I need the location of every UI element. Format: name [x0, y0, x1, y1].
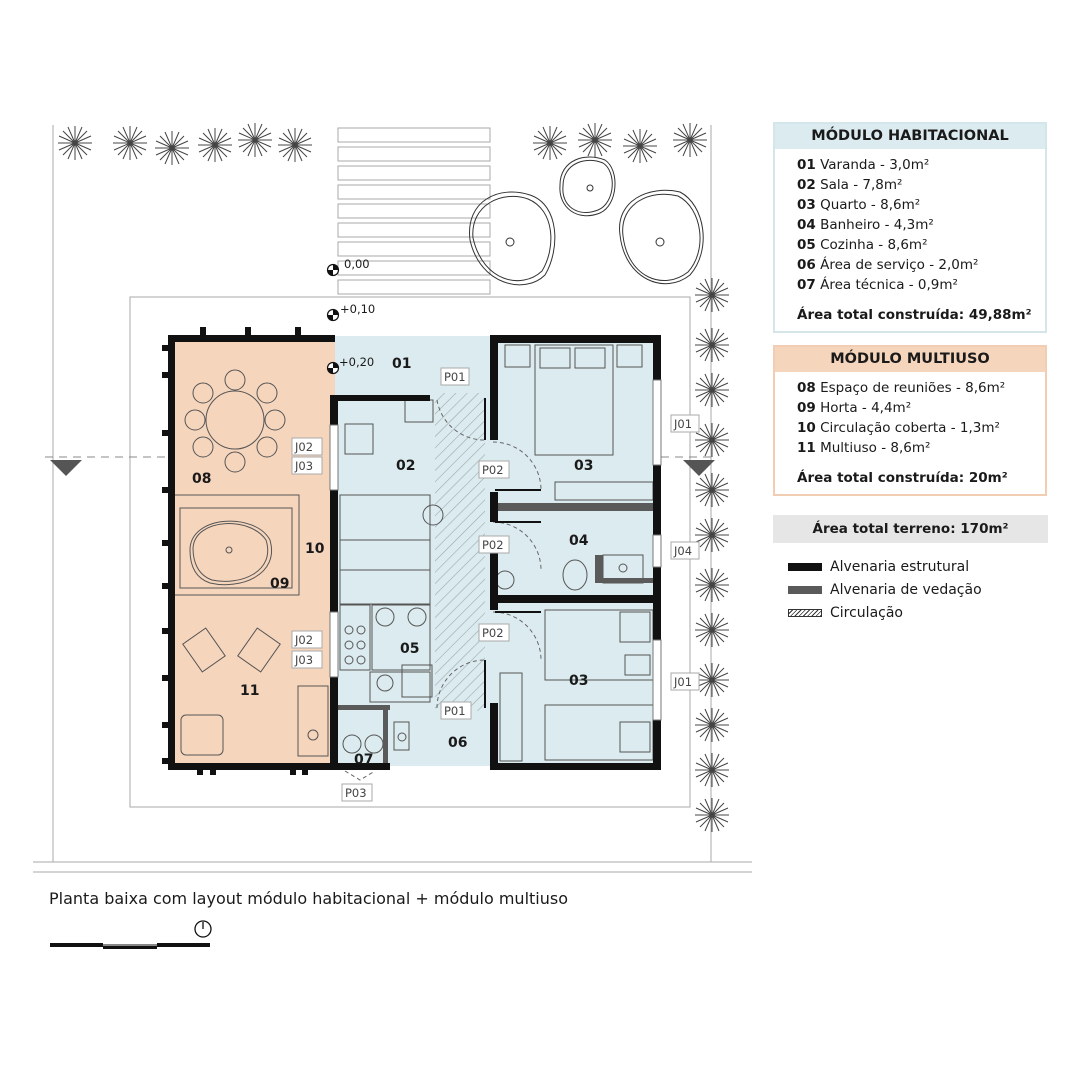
room-entry-text: Banheiro - 4,3m² [815, 217, 934, 233]
room-entry-text: Multiuso - 8,6m² [815, 440, 931, 456]
tag-p02-a: P02 [482, 463, 504, 477]
legend [788, 555, 982, 624]
room-03-top: 03 [574, 458, 594, 474]
room-entry-number: 04 [797, 217, 816, 233]
terrain-total: Área total terreno: 170m² [773, 515, 1048, 543]
tag-p01-top: P01 [444, 370, 466, 384]
scale-bar [50, 943, 210, 949]
room-entry-number: 07 [797, 277, 816, 293]
habitacional-panel [773, 122, 1047, 333]
tag-j03-top: J03 [295, 459, 314, 473]
room-entry-text: Circulação coberta - 1,3m² [815, 420, 1000, 436]
tag-p03: P03 [345, 786, 367, 800]
room-04: 04 [569, 533, 589, 549]
room-entry [797, 235, 1045, 255]
room-entry [797, 155, 1045, 175]
room-01: 01 [392, 356, 412, 372]
legend-label: Circulação [830, 604, 903, 621]
legend-item [788, 555, 982, 578]
circulation-area [435, 393, 485, 711]
plan-caption: Planta baixa com layout módulo habitacional + módulo multiuso [49, 889, 568, 908]
room-entry-number: 05 [797, 237, 816, 253]
room-entry-text: Horta - 4,4m² [815, 400, 912, 416]
room-entry-number: 11 [797, 440, 816, 456]
level-1: +0,10 [340, 302, 376, 316]
service-floor [388, 712, 490, 766]
room-06: 06 [448, 735, 468, 751]
room-entry-text: Cozinha - 8,6m² [815, 237, 928, 253]
room-entry [797, 418, 1045, 438]
tag-p01-bottom: P01 [444, 704, 466, 718]
tag-j01-bottom: J01 [674, 675, 693, 689]
room-entry [797, 275, 1045, 295]
room-entry-number: 01 [797, 157, 816, 173]
room-entry [797, 438, 1045, 458]
room-entry-text: Área técnica - 0,9m² [815, 277, 958, 293]
room-entry-number: 02 [797, 177, 816, 193]
room-entry [797, 195, 1045, 215]
room-entry-number: 09 [797, 400, 816, 416]
legend-item [788, 601, 982, 624]
room-05: 05 [400, 641, 420, 657]
habitacional-room-list [775, 149, 1045, 295]
habitacional-title: MÓDULO HABITACIONAL [775, 124, 1045, 149]
legend-label: Alvenaria estrutural [830, 558, 970, 575]
tag-j04: J04 [674, 544, 693, 558]
room-02: 02 [396, 458, 416, 474]
multiuso-total: Área total construída: 20m² [797, 470, 1008, 486]
room-entry-text: Sala - 7,8m² [815, 177, 903, 193]
room-entry-text: Espaço de reuniões - 8,6m² [815, 380, 1006, 396]
tree-icon [470, 157, 704, 285]
room-entry-text: Área de serviço - 2,0m² [815, 257, 979, 273]
room-entry-number: 06 [797, 257, 816, 273]
level-2: +0,20 [339, 355, 375, 369]
room-10: 10 [305, 541, 325, 557]
room-entry [797, 175, 1045, 195]
room-entry [797, 378, 1045, 398]
room-entry-text: Varanda - 3,0m² [815, 157, 930, 173]
room-entry-number: 08 [797, 380, 816, 396]
room-entry [797, 255, 1045, 275]
multiuso-room-list [775, 372, 1045, 458]
room-entry-number: 10 [797, 420, 816, 436]
legend-swatch [788, 609, 822, 617]
legend-label: Alvenaria de vedação [830, 581, 982, 598]
legend-swatch [788, 563, 822, 571]
room-07: 07 [354, 752, 374, 768]
tag-j02-top: J02 [295, 440, 314, 454]
tag-j03-bottom: J03 [295, 653, 314, 667]
tag-j01-top: J01 [674, 417, 693, 431]
room-08: 08 [192, 471, 212, 487]
tag-p02-c: P02 [482, 626, 504, 640]
tag-j02-bottom: J02 [295, 633, 314, 647]
room-entry-text: Quarto - 8,6m² [815, 197, 921, 213]
north-icon [195, 921, 211, 937]
tag-p02-b: P02 [482, 538, 504, 552]
level-0: 0,00 [344, 257, 370, 271]
room-entry-number: 03 [797, 197, 816, 213]
habitacional-total: Área total construída: 49,88m² [797, 307, 1032, 323]
room-entry [797, 398, 1045, 418]
room-03-bottom: 03 [569, 673, 589, 689]
multiuso-panel [773, 345, 1047, 496]
room-11: 11 [240, 683, 260, 699]
room-09: 09 [270, 576, 290, 592]
multiuso-title: MÓDULO MULTIUSO [775, 347, 1045, 372]
legend-item [788, 578, 982, 601]
legend-swatch [788, 586, 822, 594]
room-entry [797, 215, 1045, 235]
